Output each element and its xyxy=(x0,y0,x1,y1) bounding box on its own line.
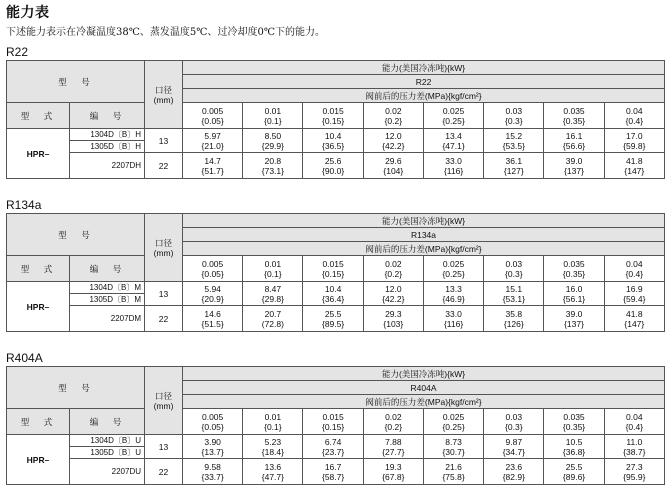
pressure-mpa: 0.035 xyxy=(563,411,585,422)
capacity-ton: 10.5 xyxy=(565,436,583,447)
bore-value: 13 xyxy=(145,282,183,306)
capacity-ton: 5.97 xyxy=(204,130,221,141)
capacity-kw: {147} xyxy=(624,165,645,176)
capacity-ton: 19.3 xyxy=(385,461,402,472)
capacity-kw: {137} xyxy=(564,165,584,176)
capacity-kw: {59.8} xyxy=(623,140,646,151)
series-label: HPR– xyxy=(7,282,70,332)
page-title: 能力表 xyxy=(6,5,50,21)
capacity-kw: {126} xyxy=(503,318,524,329)
capacity-kw: {95.9} xyxy=(623,471,646,482)
capacity-cell xyxy=(183,129,243,153)
capacity-cell xyxy=(303,153,363,179)
capacity-cell xyxy=(544,153,604,179)
capacity-cell xyxy=(423,306,483,332)
number-header: 编 号 xyxy=(70,256,145,282)
capacity-kw: {21.0} xyxy=(201,140,224,151)
capacity-ton: 10.4 xyxy=(324,283,342,294)
bore-value: 13 xyxy=(145,129,183,153)
capacity-ton: 6.74 xyxy=(324,436,342,447)
capacity-cell xyxy=(303,435,363,459)
pressure-header: 阀前后的压力差(MPa){kgf/cm²} xyxy=(183,242,665,256)
pressure-mpa: 0.035 xyxy=(563,258,585,269)
pressure-cell xyxy=(183,409,243,435)
capacity-kw: {30.7} xyxy=(442,446,465,457)
capacity-ton: 11.0 xyxy=(626,436,643,447)
capacity-ton: 8.50 xyxy=(264,130,282,141)
pressure-cell xyxy=(363,409,423,435)
capacity-kw: {89.6} xyxy=(562,471,586,482)
pressure-cell xyxy=(604,103,664,129)
capacity-cell xyxy=(484,435,544,459)
pressure-mpa: 0.03 xyxy=(505,258,523,269)
capacity-cell xyxy=(484,306,544,332)
pressure-kgf: {0.25} xyxy=(442,115,465,126)
capacity-ton: 3.90 xyxy=(204,436,221,447)
pressure-mpa: 0.015 xyxy=(322,105,344,116)
capacity-ton: 25.6 xyxy=(324,155,342,166)
capacity-ton: 13.3 xyxy=(445,283,462,294)
capacity-kw: {116} xyxy=(443,318,464,329)
capacity-cell xyxy=(303,129,363,153)
number-header: 编 号 xyxy=(70,409,145,435)
refrigerant-header: R134a xyxy=(183,228,665,242)
capacity-kw: {90.0} xyxy=(321,165,345,176)
bore-value: 22 xyxy=(145,153,183,179)
model-header: 型 号 xyxy=(7,214,145,256)
capacity-kw: {42.2} xyxy=(382,140,405,151)
capacity-cell xyxy=(363,459,423,485)
pressure-kgf: {0.4} xyxy=(625,421,644,432)
series-label: HPR– xyxy=(7,435,70,485)
pressure-cell xyxy=(423,256,483,282)
pressure-header: 阀前后的压力差(MPa){kgf/cm²} xyxy=(183,89,665,103)
pressure-mpa: 0.03 xyxy=(505,105,523,116)
type-header: 型 式 xyxy=(7,103,70,129)
pressure-mpa: 0.005 xyxy=(201,105,224,116)
capacity-cell xyxy=(484,282,544,306)
pressure-mpa: 0.02 xyxy=(385,411,402,422)
capacity-ton: 21.6 xyxy=(445,461,462,472)
pressure-kgf: {0.25} xyxy=(442,268,465,279)
pressure-kgf: {0.2} xyxy=(384,115,403,126)
bore-header-unit: (mm) xyxy=(153,94,174,105)
capacity-kw: {59.4} xyxy=(623,293,646,304)
capacity-cell xyxy=(604,129,664,153)
pressure-mpa: 0.005 xyxy=(201,411,224,422)
capacity-kw: {36.5} xyxy=(321,140,345,151)
pressure-cell xyxy=(544,256,604,282)
pressure-cell xyxy=(423,103,483,129)
capacity-kw: {18.4} xyxy=(261,446,284,457)
capacity-ton: 27.3 xyxy=(626,461,643,472)
bore-header xyxy=(145,61,183,129)
capacity-ton: 36.1 xyxy=(505,155,523,166)
capacity-kw: {116} xyxy=(443,165,464,176)
capacity-ton: 23.6 xyxy=(505,461,523,472)
capacity-kw: {56.6} xyxy=(562,140,586,151)
pressure-kgf: {0.05} xyxy=(201,268,224,279)
capacity-kw: {53.5} xyxy=(502,140,525,151)
capacity-ton: 33.0 xyxy=(445,308,462,319)
model-number: 2207DM xyxy=(70,306,145,332)
capacity-cell xyxy=(303,459,363,485)
capacity-cell xyxy=(423,459,483,485)
capacity-ton: 14.7 xyxy=(204,155,221,166)
pressure-cell xyxy=(544,103,604,129)
capacity-kw: {137} xyxy=(564,318,584,329)
capacity-kw: {75.8} xyxy=(442,471,465,482)
pressure-cell xyxy=(303,256,363,282)
pressure-mpa: 0.025 xyxy=(442,105,465,116)
pressure-cell xyxy=(303,409,363,435)
capacity-table xyxy=(6,60,665,179)
capacity-cell xyxy=(303,282,363,306)
pressure-mpa: 0.02 xyxy=(385,105,402,116)
model-header: 型 号 xyxy=(7,61,145,103)
model-header: 型 号 xyxy=(7,367,145,409)
capacity-ton: 12.0 xyxy=(385,130,402,141)
pressure-cell xyxy=(604,409,664,435)
capacity-ton: 8.47 xyxy=(264,283,282,294)
capacity-kw: {47.7} xyxy=(261,471,284,482)
capacity-ton: 33.0 xyxy=(445,155,462,166)
capacity-ton: 41.8 xyxy=(626,155,643,166)
capacity-ton: 8.73 xyxy=(445,436,462,447)
pressure-kgf: {0.3} xyxy=(505,268,523,279)
number-header: 编 号 xyxy=(70,103,145,129)
capacity-cell xyxy=(423,435,483,459)
pressure-mpa: 0.04 xyxy=(626,411,643,422)
pressure-cell xyxy=(484,256,544,282)
capacity-cell xyxy=(544,306,604,332)
pressure-kgf: {0.4} xyxy=(625,268,644,279)
refrigerant-header: R404A xyxy=(183,381,665,395)
capacity-ton: 9.87 xyxy=(505,436,523,447)
pressure-cell xyxy=(484,409,544,435)
capacity-cell xyxy=(544,282,604,306)
capacity-kw: {27.7} xyxy=(382,446,405,457)
capacity-cell xyxy=(243,306,303,332)
capacity-kw: {13.7} xyxy=(201,446,224,457)
pressure-kgf: {0.35} xyxy=(562,268,586,279)
pressure-kgf: {0.35} xyxy=(562,421,586,432)
capacity-ton: 15.2 xyxy=(505,130,523,141)
capacity-kw: {38.7} xyxy=(623,446,646,457)
capacity-header: 能力(美国冷冻吨){kW} xyxy=(183,367,665,381)
capacity-kw: {36.4} xyxy=(321,293,345,304)
capacity-ton: 15.1 xyxy=(505,283,523,294)
refrigerant-label: R22 xyxy=(6,45,29,59)
capacity-header: 能力(美国冷冻吨){kW} xyxy=(183,61,665,75)
capacity-table xyxy=(6,213,665,332)
pressure-mpa: 0.035 xyxy=(563,105,585,116)
capacity-ton: 5.94 xyxy=(204,283,221,294)
capacity-kw: {34.7} xyxy=(502,446,525,457)
pressure-cell xyxy=(183,256,243,282)
capacity-kw: {47.1} xyxy=(442,140,465,151)
capacity-cell xyxy=(363,306,423,332)
type-header: 型 式 xyxy=(7,409,70,435)
pressure-cell xyxy=(303,103,363,129)
capacity-cell xyxy=(544,459,604,485)
capacity-kw: {53.1} xyxy=(502,293,525,304)
model-number: 1304D〔B〕H xyxy=(70,129,145,141)
capacity-kw: {51.5} xyxy=(201,318,224,329)
bore-value: 22 xyxy=(145,459,183,485)
pressure-mpa: 0.025 xyxy=(442,411,465,422)
capacity-cell xyxy=(484,129,544,153)
pressure-kgf: {0.1} xyxy=(264,115,282,126)
pressure-kgf: {0.2} xyxy=(384,268,403,279)
capacity-ton: 9.58 xyxy=(204,461,221,472)
pressure-cell xyxy=(243,409,303,435)
bore-header-label: 口径 xyxy=(155,237,173,248)
capacity-cell xyxy=(363,282,423,306)
capacity-cell xyxy=(243,129,303,153)
capacity-kw: {33.7} xyxy=(201,471,224,482)
pressure-cell xyxy=(363,103,423,129)
capacity-ton: 7.88 xyxy=(385,436,402,447)
pressure-cell xyxy=(183,103,243,129)
capacity-cell xyxy=(604,282,664,306)
pressure-header: 阀前后的压力差(MPa){kgf/cm²} xyxy=(183,395,665,409)
pressure-mpa: 0.02 xyxy=(385,258,402,269)
capacity-kw: {36.8} xyxy=(562,446,586,457)
capacity-cell xyxy=(183,306,243,332)
capacity-ton: 13.6 xyxy=(264,461,282,472)
capacity-kw: {29.8} xyxy=(261,293,284,304)
capacity-cell xyxy=(363,435,423,459)
capacity-cell xyxy=(183,459,243,485)
capacity-cell xyxy=(243,435,303,459)
bore-header-label: 口径 xyxy=(155,390,173,401)
pressure-cell xyxy=(544,409,604,435)
model-number: 1305D〔B〕H xyxy=(70,141,145,153)
bore-value: 22 xyxy=(145,306,183,332)
capacity-kw: {51.7} xyxy=(201,165,224,176)
capacity-kw: {42.2} xyxy=(382,293,405,304)
pressure-kgf: {0.15} xyxy=(321,421,345,432)
capacity-ton: 14.6 xyxy=(204,308,221,319)
capacity-cell xyxy=(183,282,243,306)
pressure-kgf: {0.1} xyxy=(264,268,282,279)
capacity-cell xyxy=(363,129,423,153)
capacity-cell xyxy=(604,459,664,485)
capacity-ton: 25.5 xyxy=(324,308,342,319)
capacity-cell xyxy=(484,153,544,179)
capacity-ton: 16.7 xyxy=(324,461,342,472)
capacity-cell xyxy=(604,306,664,332)
capacity-kw: {127} xyxy=(503,165,524,176)
capacity-ton: 13.4 xyxy=(445,130,462,141)
capacity-kw: {104} xyxy=(383,165,404,176)
refrigerant-label: R134a xyxy=(6,198,42,212)
bore-header-label: 口径 xyxy=(155,84,173,95)
pressure-mpa: 0.025 xyxy=(442,258,465,269)
capacity-cell xyxy=(423,282,483,306)
bore-value: 13 xyxy=(145,435,183,459)
capacity-ton: 39.0 xyxy=(565,155,583,166)
capacity-kw: (72.8) xyxy=(261,318,284,329)
pressure-kgf: {0.25} xyxy=(442,421,465,432)
capacity-kw: {73.1} xyxy=(261,165,284,176)
pressure-mpa: 0.04 xyxy=(626,258,643,269)
bore-header xyxy=(145,367,183,435)
capacity-ton: 35.8 xyxy=(505,308,523,319)
pressure-cell xyxy=(363,256,423,282)
capacity-cell xyxy=(604,153,664,179)
pressure-kgf: {0.05} xyxy=(201,421,224,432)
capacity-ton: 16.0 xyxy=(565,283,583,294)
pressure-mpa: 0.01 xyxy=(264,411,282,422)
refrigerant-label: R404A xyxy=(6,351,43,365)
capacity-cell xyxy=(423,129,483,153)
pressure-kgf: {0.35} xyxy=(562,115,586,126)
pressure-kgf: {0.3} xyxy=(505,421,523,432)
capacity-kw: {89.5} xyxy=(321,318,345,329)
capacity-table xyxy=(6,366,665,485)
type-header: 型 式 xyxy=(7,256,70,282)
model-number: 1304D〔B〕M xyxy=(70,282,145,294)
capacity-kw: {23.7} xyxy=(321,446,345,457)
model-number: 2207DU xyxy=(70,459,145,485)
pressure-kgf: {0.3} xyxy=(505,115,523,126)
capacity-cell xyxy=(183,153,243,179)
capacity-kw: {147} xyxy=(624,318,645,329)
pressure-cell xyxy=(604,256,664,282)
capacity-cell xyxy=(423,153,483,179)
capacity-cell xyxy=(484,459,544,485)
pressure-mpa: 0.03 xyxy=(505,411,523,422)
pressure-cell xyxy=(423,409,483,435)
pressure-mpa: 0.04 xyxy=(626,105,643,116)
capacity-cell xyxy=(604,435,664,459)
capacity-kw: {82.9} xyxy=(502,471,525,482)
capacity-cell xyxy=(243,153,303,179)
capacity-cell xyxy=(544,435,604,459)
capacity-kw: {46.9} xyxy=(442,293,465,304)
pressure-cell xyxy=(484,103,544,129)
capacity-ton: 16.9 xyxy=(626,283,643,294)
capacity-ton: 16.1 xyxy=(565,130,583,141)
capacity-kw: {20.9} xyxy=(201,293,224,304)
capacity-cell xyxy=(544,129,604,153)
capacity-kw: {29.9} xyxy=(261,140,284,151)
series-label: HPR– xyxy=(7,129,70,179)
capacity-ton: 25.5 xyxy=(565,461,583,472)
capacity-cell xyxy=(303,306,363,332)
pressure-mpa: 0.01 xyxy=(264,105,282,116)
intro-text: 下述能力表示在冷凝温度38℃、蒸发温度5℃、过冷却度0℃下的能力。 xyxy=(6,27,326,38)
capacity-ton: 10.4 xyxy=(324,130,342,141)
capacity-ton: 41.8 xyxy=(626,308,643,319)
capacity-cell xyxy=(183,435,243,459)
pressure-mpa: 0.015 xyxy=(322,258,344,269)
bore-header xyxy=(145,214,183,282)
model-number: 1304D〔B〕U xyxy=(70,435,145,447)
capacity-ton: 29.3 xyxy=(385,308,402,319)
pressure-mpa: 0.01 xyxy=(264,258,282,269)
capacity-ton: 20.8 xyxy=(264,155,282,166)
capacity-kw: {58.7} xyxy=(321,471,345,482)
pressure-kgf: {0.15} xyxy=(321,268,345,279)
model-number: 1305D〔B〕M xyxy=(70,294,145,306)
capacity-ton: 29.6 xyxy=(385,155,402,166)
pressure-kgf: {0.2} xyxy=(384,421,403,432)
capacity-ton: 5.23 xyxy=(264,436,282,447)
pressure-kgf: {0.05} xyxy=(201,115,224,126)
pressure-kgf: {0.4} xyxy=(625,115,644,126)
capacity-header: 能力(美国冷冻吨){kW} xyxy=(183,214,665,228)
capacity-ton: 12.0 xyxy=(385,283,402,294)
capacity-cell xyxy=(243,459,303,485)
pressure-kgf: {0.1} xyxy=(264,421,282,432)
model-number: 1305D〔B〕U xyxy=(70,447,145,459)
capacity-cell xyxy=(243,282,303,306)
capacity-ton: 17.0 xyxy=(626,130,643,141)
pressure-kgf: {0.15} xyxy=(321,115,345,126)
bore-header-unit: (mm) xyxy=(153,400,174,411)
capacity-ton: 39.0 xyxy=(565,308,583,319)
capacity-ton: 20.7 xyxy=(264,308,282,319)
model-number: 2207DH xyxy=(70,153,145,179)
refrigerant-header: R22 xyxy=(183,75,665,89)
bore-header-unit: (mm) xyxy=(153,247,174,258)
pressure-cell xyxy=(243,103,303,129)
capacity-kw: {67.8} xyxy=(382,471,405,482)
pressure-mpa: 0.005 xyxy=(201,258,224,269)
capacity-kw: {103} xyxy=(383,318,404,329)
pressure-cell xyxy=(243,256,303,282)
pressure-mpa: 0.015 xyxy=(322,411,344,422)
capacity-kw: {56.1} xyxy=(562,293,586,304)
capacity-cell xyxy=(363,153,423,179)
